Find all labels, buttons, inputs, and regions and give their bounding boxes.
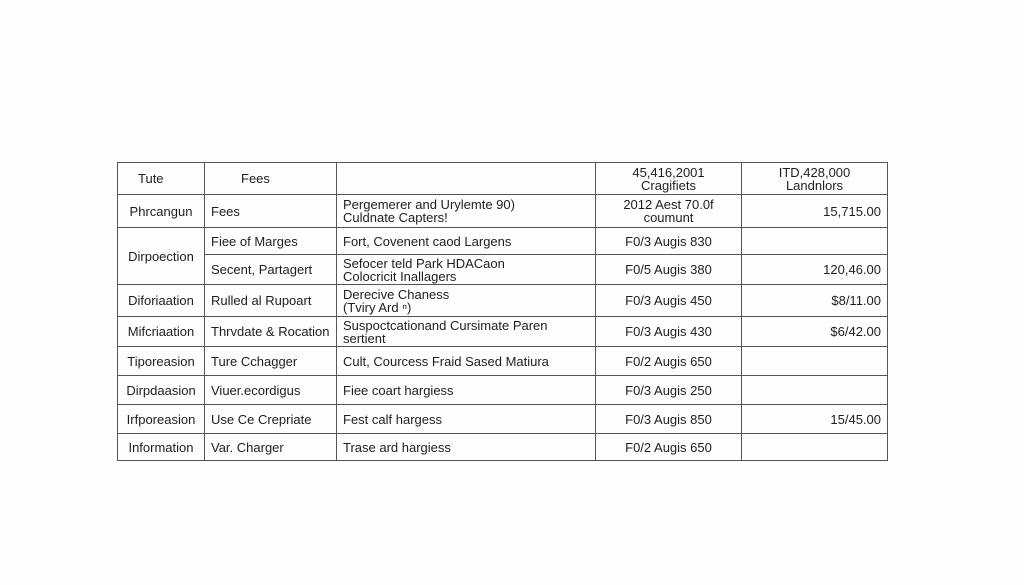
row-description — [337, 285, 596, 317]
row-amount: $8/11.00 — [742, 285, 888, 317]
row-description — [337, 255, 596, 285]
description-line1: Suspoctcationand Cursimate Paren — [343, 317, 548, 333]
row-amount — [742, 228, 888, 255]
description-line1: Derecive Chaness — [343, 286, 450, 302]
description-line1: Sefocer teld Park HDACaon — [343, 255, 505, 271]
row-fee-name: Var. Charger — [205, 434, 337, 461]
row-description: Trase ard hargiess — [337, 434, 596, 461]
description-line2: sertient — [343, 330, 386, 346]
row-label: Phrcangun — [118, 195, 205, 228]
row-date: F0/3 Augis 450 — [596, 285, 742, 317]
description-line1: Pergemerer and Urylemte 90) — [343, 197, 515, 212]
row-label: Irfporeasion — [118, 405, 205, 434]
row-date: F0/3 Augis 250 — [596, 376, 742, 405]
description-line2: (Tviry Ard ⁿ) — [343, 299, 412, 315]
header-col-5-line2: Landnlors — [785, 177, 844, 193]
row-date — [596, 195, 742, 228]
row-description: Fiee coart hargiess — [337, 376, 596, 405]
row-date: F0/2 Augis 650 — [596, 434, 742, 461]
row-label: Dirpoection — [118, 228, 205, 285]
header-col-4-line1: 45,416,2001 — [632, 164, 705, 180]
row-date: F0/2 Augis 650 — [596, 347, 742, 376]
row-amount — [742, 376, 888, 405]
row-amount: 15/45.00 — [742, 405, 888, 434]
row-amount: $6/42.00 — [742, 317, 888, 347]
row-fee-name: Fees — [205, 195, 337, 228]
row-label: Information — [118, 434, 205, 461]
header-col-3 — [337, 163, 596, 195]
table-row — [118, 195, 888, 228]
row-label: Tiporeasion — [118, 347, 205, 376]
date-line1: 2012 Aest 70.0f — [623, 197, 714, 212]
row-fee-name: Ture Cchagger — [205, 347, 337, 376]
table-row — [118, 317, 888, 347]
header-col-4-line2: Cragifiets — [641, 177, 696, 193]
header-col-2: Fees — [205, 163, 337, 195]
header-col-5-line1: ITD,428,000 — [778, 164, 851, 180]
header-col-5 — [742, 163, 888, 195]
fee-table — [117, 162, 888, 461]
row-description — [337, 317, 596, 347]
row-description: Fest calf hargess — [337, 405, 596, 434]
row-label: Mifcriaation — [118, 317, 205, 347]
row-fee-name: Rulled al Rupoart — [205, 285, 337, 317]
table-header-row — [118, 163, 888, 195]
row-fee-name: Thrvdate & Rocation — [205, 317, 337, 347]
row-date: F0/3 Augis 830 — [596, 228, 742, 255]
row-amount — [742, 347, 888, 376]
row-description: Cult, Courcess Fraid Sased Matiura — [337, 347, 596, 376]
row-amount: 15,715.00 — [742, 195, 888, 228]
date-line2: coumunt — [643, 210, 694, 225]
row-fee-name: Use Ce Crepriate — [205, 405, 337, 434]
row-description — [337, 195, 596, 228]
row-amount — [742, 434, 888, 461]
table-row — [118, 255, 888, 285]
table-row — [118, 405, 888, 434]
row-fee-name: Fiee of Marges — [205, 228, 337, 255]
row-amount: 120,46.00 — [742, 255, 888, 285]
description-line2: Colocricit Inallagers — [343, 268, 457, 284]
header-col-1: Tute — [118, 163, 205, 195]
row-label: Diforiaation — [118, 285, 205, 317]
table-row — [118, 376, 888, 405]
header-col-4 — [596, 163, 742, 195]
row-fee-name: Viuer.ecordigus — [205, 376, 337, 405]
row-date: F0/3 Augis 430 — [596, 317, 742, 347]
row-fee-name: Secent, Partagert — [205, 255, 337, 285]
table-row — [118, 434, 888, 461]
table-row — [118, 228, 888, 255]
row-description: Fort, Covenent caod Largens — [337, 228, 596, 255]
row-date: F0/5 Augis 380 — [596, 255, 742, 285]
row-date: F0/3 Augis 850 — [596, 405, 742, 434]
table-row — [118, 347, 888, 376]
table-row — [118, 285, 888, 317]
row-label: Dirpdaasion — [118, 376, 205, 405]
description-line2: Culdnate Capters! — [343, 210, 448, 225]
